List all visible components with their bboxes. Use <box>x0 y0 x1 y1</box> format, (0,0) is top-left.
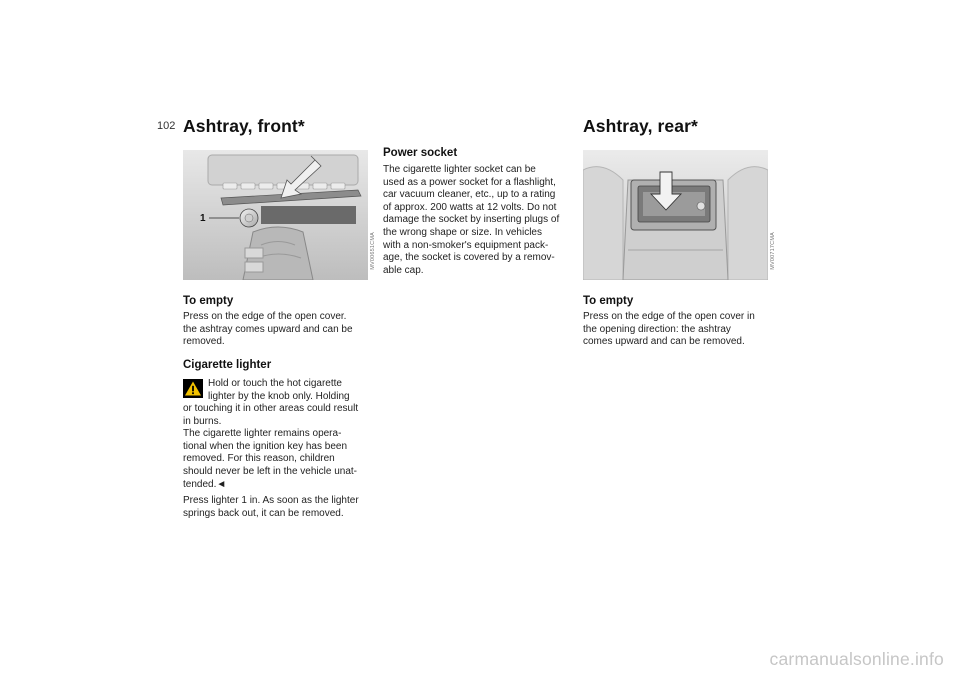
rear-to-empty-text: Press on the edge of the open cover in the opening direction: the ashtray comes upward and can be removed. <box>583 311 755 348</box>
rear-image-code: MV00717CMA <box>770 232 776 270</box>
rear-to-empty-heading: To empty <box>583 295 634 307</box>
rear-ashtray-photo <box>583 150 768 280</box>
front-image-code: MV00651CMA <box>370 232 376 270</box>
warning-text-indented: Hold or touch the hot cigarette lighter by the knob only. Holding <box>208 378 350 402</box>
warning-triangle-icon <box>183 379 203 398</box>
warning-text: or touching it in other areas could result in burns. The cigarette lighter remains opera- tional when the ignition key has been removed. For this reason, children should never be left in the vehicle unat- tended.◄ <box>183 403 359 490</box>
lighter-instructions: Press lighter 1 in. As soon as the lighter springs back out, it can be removed. <box>183 495 359 519</box>
front-to-empty-text: Press on the edge of the open cover. the ashtray comes upward and can be removed. <box>183 311 353 348</box>
front-ashtray-title: Ashtray, front* <box>183 116 305 136</box>
power-socket-heading: Power socket <box>383 147 458 159</box>
cigarette-lighter-heading: Cigarette lighter <box>183 359 272 371</box>
front-ashtray-photo <box>183 150 368 280</box>
rear-ashtray-title: Ashtray, rear* <box>583 116 698 136</box>
callout-number-1: 1 <box>200 213 206 224</box>
power-socket-text: The cigarette lighter socket can be used as a power socket for a flashlight, car vacuum cleaner, etc., up to a rating of approx. 200 watts at 12 volts. Do not damage the socket by inserting plugs of the wrong shape or size. In vehicles with a non-smoker's equipment pack- age, the socket is covered by a remov- able cap. <box>383 164 560 276</box>
page-number: 102 <box>157 120 176 132</box>
site-watermark: carmanualsonline.info <box>769 649 944 669</box>
front-to-empty-heading: To empty <box>183 295 234 307</box>
